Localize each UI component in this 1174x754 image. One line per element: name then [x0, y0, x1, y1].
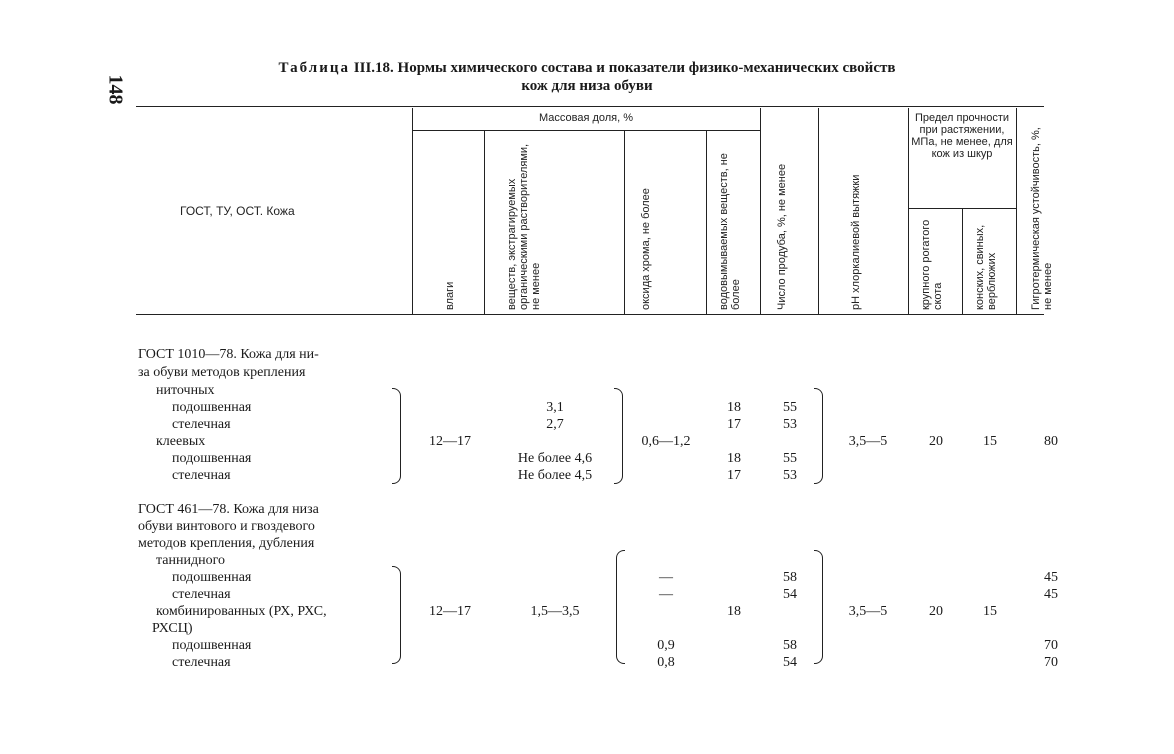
section2-other: 15: [983, 604, 997, 619]
col-rule: [962, 209, 963, 314]
section1-extr4: Не более 4,5: [517, 468, 593, 483]
section1-wash1: 18: [727, 400, 741, 415]
section1-pen1: 55: [783, 400, 797, 415]
header-other: конских, свиных, верблюжих: [974, 224, 998, 310]
section1-extr1: 3,1: [546, 400, 564, 415]
col-rule: [706, 131, 707, 314]
col-rule: [760, 108, 761, 314]
section2-row2: стелечная: [172, 587, 231, 602]
section2-hygro2: 45: [1044, 587, 1058, 602]
section1-hygro: 80: [1044, 434, 1058, 449]
section2-moisture: 12—17: [429, 604, 471, 619]
section1-group2: клеевых: [156, 434, 206, 449]
section1-group1: ниточных: [156, 383, 215, 398]
section2-cattle: 20: [929, 604, 943, 619]
section2-chrome4: 0,8: [657, 655, 675, 670]
section2-chrome2: —: [659, 587, 673, 602]
table-title-line1: Нормы химического состава и показатели физико-механических свойств: [397, 60, 896, 76]
section2-title-line3: методов крепления, дубления: [138, 536, 315, 551]
section2-group2b: РХСЦ): [152, 621, 193, 636]
section2-group2a: комбинированных (РХ, РХС,: [156, 604, 327, 619]
section2-group1: таннидного: [156, 553, 225, 568]
section1-row1: подошвенная: [172, 400, 252, 415]
section2-title-line1: ГОСТ 461—78. Кожа для низа: [138, 502, 319, 517]
header-chrome: оксида хрома, не более: [640, 188, 652, 310]
brace: [814, 550, 823, 664]
section1-pen2: 53: [783, 417, 797, 432]
brace: [614, 388, 623, 484]
section1-ph: 3,5—5: [848, 434, 888, 449]
page-number: 148: [104, 74, 127, 105]
section2-extr: 1,5—3,5: [530, 604, 580, 619]
section2-pen4: 54: [783, 655, 797, 670]
section2-pen3: 58: [783, 638, 797, 653]
col-rule: [412, 108, 413, 314]
section1-wash4: 17: [727, 468, 741, 483]
header-bottom-rule: [136, 314, 1044, 315]
section2-chrome3: 0,9: [657, 638, 675, 653]
section2-pen2: 54: [783, 587, 797, 602]
section2-wash: 18: [727, 604, 741, 619]
brace: [814, 388, 823, 484]
brace: [392, 388, 401, 484]
section1-title-line2: за обуви методов крепления: [138, 365, 306, 380]
section2-title-line2: обуви винтового и гвоздевого: [138, 519, 315, 534]
header-cattle: крупного рогатого скота: [920, 219, 944, 310]
section1-cattle: 20: [929, 434, 943, 449]
section2-row1: подошвенная: [172, 570, 252, 585]
header-moisture: влаги: [444, 281, 456, 310]
header-extractable: веществ, экстрагируемых органическими растворителями, не менее: [506, 143, 542, 310]
header-ph: pH хлоркалиевой вытяжки: [850, 174, 862, 310]
header-penetration: Число продуба, %, не менее: [776, 163, 788, 310]
section2-row4: стелечная: [172, 655, 231, 670]
section2-hygro4: 70: [1044, 655, 1058, 670]
header-hygro: Гигротермическая устойчивость, %, не менее: [1030, 127, 1054, 310]
section1-chrome: 0,6—1,2: [641, 434, 691, 449]
section2-chrome1: —: [659, 570, 673, 585]
brace: [616, 550, 625, 664]
table-title-label: Таблица: [278, 60, 351, 76]
section1-title-line1: ГОСТ 1010—78. Кожа для ни-: [138, 347, 319, 362]
mass-group-rule: [412, 130, 760, 131]
header-washable: водовымываемых веществ, не более: [718, 153, 742, 310]
section1-pen3: 55: [783, 451, 797, 466]
section1-other: 15: [983, 434, 997, 449]
header-strength-group: Предел прочности при растяжении, МПа, не менее, для кож из шкур: [911, 112, 1013, 160]
section2-hygro1: 45: [1044, 570, 1058, 585]
col-rule: [484, 131, 485, 314]
section1-wash3: 18: [727, 451, 741, 466]
section1-row3: подошвенная: [172, 451, 252, 466]
section1-extr3: Не более 4,6: [517, 451, 593, 466]
section1-row4: стелечная: [172, 468, 231, 483]
header-top-rule: [136, 106, 1044, 107]
table-title-line2: кож для низа обуви: [521, 78, 653, 94]
section1-extr2: 2,7: [546, 417, 564, 432]
col-rule: [818, 108, 819, 314]
section2-ph: 3,5—5: [848, 604, 888, 619]
table-title-number: III.18.: [353, 60, 394, 76]
col-rule: [1016, 108, 1017, 314]
section2-hygro3: 70: [1044, 638, 1058, 653]
section1-wash2: 17: [727, 417, 741, 432]
section1-row2: стелечная: [172, 417, 231, 432]
col-rule: [624, 131, 625, 314]
section2-pen1: 58: [783, 570, 797, 585]
table-title: [0, 60, 1174, 77]
section1-moisture: 12—17: [429, 434, 471, 449]
section2-row3: подошвенная: [172, 638, 252, 653]
section1-pen4: 53: [783, 468, 797, 483]
header-mass-group: Массовая доля, %: [538, 112, 634, 124]
header-stub: ГОСТ, ТУ, ОСТ. Кожа: [180, 204, 295, 218]
brace: [392, 566, 401, 664]
